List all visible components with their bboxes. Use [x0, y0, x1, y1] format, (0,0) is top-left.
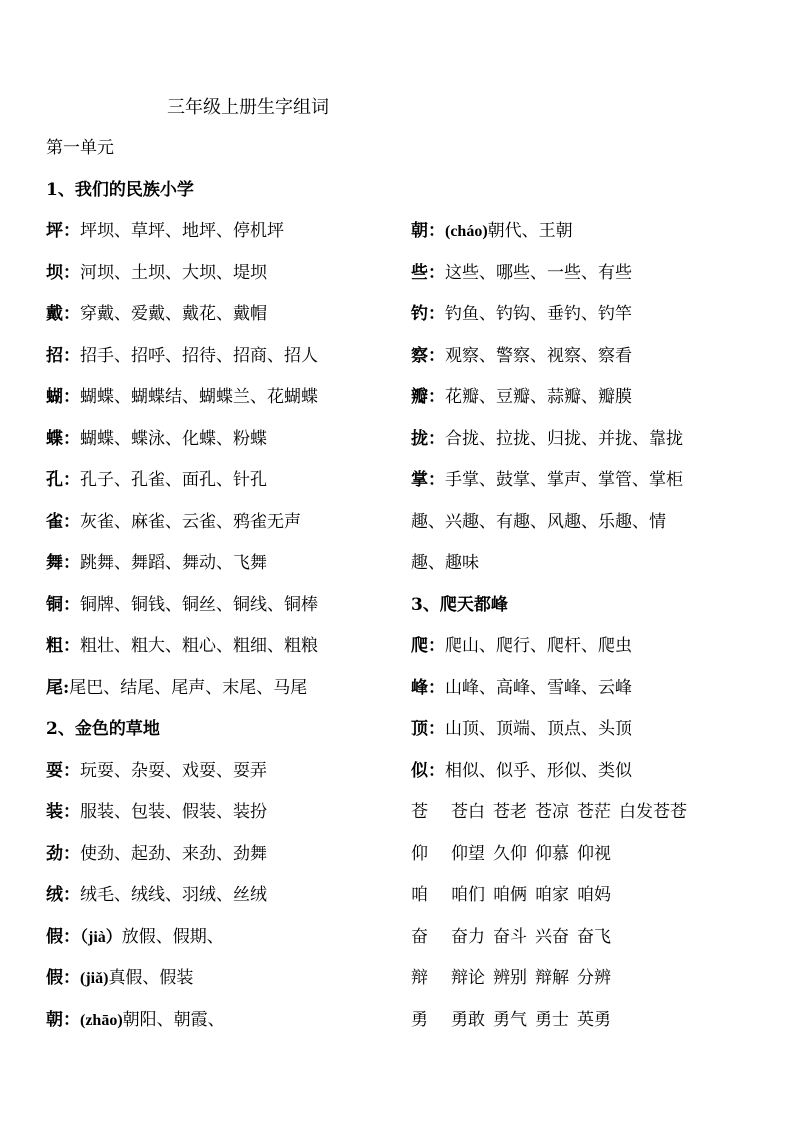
entry-character: 辩 — [411, 968, 428, 988]
entry-character: 铜 — [46, 594, 63, 615]
entry-word: 咱俩 — [493, 885, 527, 905]
entry-character: 些 — [411, 262, 428, 283]
vocab-entry — [411, 634, 781, 676]
entry-word: 苍茫 — [577, 802, 611, 822]
entry-separator: ： — [63, 345, 80, 366]
vocab-entry — [46, 883, 406, 925]
vocab-entry — [411, 759, 781, 801]
entry-word: 咱们 — [451, 885, 485, 905]
document-title: 三年级上册生字组词 — [167, 97, 329, 118]
entry-character: 粗 — [46, 636, 63, 656]
entry-separator: ： — [63, 262, 80, 283]
entry-words: 绒毛、绒线、羽绒、丝绒 — [80, 885, 267, 905]
entry-words: 蝴蝶、蝴蝶结、蝴蝶兰、花蝴蝶 — [80, 387, 318, 407]
entry-character: 劲 — [46, 843, 63, 864]
vocab-entry — [411, 427, 781, 469]
vocab-entry — [46, 966, 406, 1008]
entry-words: 山顶、顶端、顶点、头顶 — [445, 719, 632, 739]
entry-words: 放假、假期、 — [121, 926, 224, 947]
vocab-entry — [411, 344, 781, 386]
vocab-entry — [46, 219, 406, 261]
entry-character: 爬 — [411, 636, 428, 656]
vocab-entry — [411, 883, 781, 925]
entry-character: 耍 — [46, 760, 63, 781]
entry-words: 花瓣、豆瓣、蒜瓣、瓣膜 — [445, 387, 632, 407]
entry-words: 使劲、起劲、来劲、劲舞 — [80, 843, 267, 864]
vocab-entry — [46, 593, 406, 635]
entry-word: 奋飞 — [577, 926, 611, 947]
vocab-entry — [411, 800, 781, 842]
entry-separator: ： — [428, 221, 445, 241]
entry-separator: ： — [428, 387, 445, 407]
entry-word: 英勇 — [577, 1009, 611, 1030]
vocab-entry — [411, 1008, 781, 1050]
vocab-entry — [46, 551, 406, 593]
entry-character: 装 — [46, 802, 63, 822]
entry-word: 仰慕 — [535, 843, 569, 864]
entry-separator: ： — [428, 304, 445, 324]
lesson-heading: 3、爬天都峰 — [411, 594, 508, 615]
entry-separator: ： — [428, 636, 445, 656]
entry-word: 咱妈 — [577, 885, 611, 905]
entry-character: 拢 — [411, 428, 428, 449]
entry-separator: ： — [428, 262, 445, 283]
vocab-entry — [411, 261, 781, 303]
entry-words: 这些、哪些、一些、有些 — [445, 262, 632, 283]
entry-word: 奋斗 — [493, 926, 527, 947]
entry-words: 真假、假装 — [108, 968, 194, 988]
vocab-entry — [46, 1008, 406, 1050]
entry-word: 苍凉 — [535, 802, 569, 822]
vocab-entry — [411, 717, 781, 759]
vocab-entry — [46, 344, 406, 386]
entry-separator: ： — [428, 345, 445, 366]
entry-separator: ： — [63, 553, 80, 573]
entry-separator: ： — [428, 470, 445, 490]
entry-words: 河坝、土坝、大坝、堤坝 — [80, 262, 267, 283]
entry-words: 观察、警察、视察、察看 — [445, 345, 632, 366]
vocab-entry — [411, 966, 781, 1008]
vocab-entry — [46, 302, 406, 344]
entry-word: 分辨 — [577, 968, 611, 988]
lesson-heading: 1、我们的民族小学 — [46, 179, 194, 200]
entry-character: 尾 — [46, 677, 63, 698]
entry-word: 奋力 — [451, 926, 485, 947]
entry-word: 仰望 — [451, 843, 485, 864]
entry-separator: ： — [63, 802, 80, 822]
entry-word: 辩论 — [451, 968, 485, 988]
entry-separator: ： — [63, 968, 80, 988]
entry-word: 苍老 — [493, 802, 527, 822]
entry-word: 白发苍苍 — [619, 802, 687, 822]
entry-words: 坪坝、草坪、地坪、停机坪 — [80, 221, 284, 241]
entry-character: 咱 — [411, 885, 428, 905]
vocab-entry — [46, 676, 406, 718]
entry-separator: ： — [63, 387, 80, 407]
entry-words: 招手、招呼、招待、招商、招人 — [80, 345, 318, 366]
entry-pinyin: （jià） — [80, 928, 122, 946]
vocab-entry — [46, 385, 406, 427]
entry-character: 招 — [46, 345, 63, 366]
entry-word: 勇士 — [535, 1009, 569, 1030]
entry-words: 手掌、鼓掌、掌声、掌管、掌柜 — [445, 470, 683, 490]
vocab-entry — [46, 634, 406, 676]
entry-words: 尾巴、结尾、尾声、末尾、马尾 — [69, 677, 308, 698]
entry-character: 钓 — [411, 304, 428, 324]
entry-separator: ： — [63, 594, 80, 615]
entry-character: 仰 — [411, 843, 428, 864]
entry-separator: ： — [428, 428, 445, 449]
vocab-entry — [411, 676, 781, 718]
entry-character: 戴 — [46, 304, 63, 324]
entry-words: 粗壮、粗大、粗心、粗细、粗粮 — [80, 636, 318, 656]
entry-character: 蝴 — [46, 387, 63, 407]
entry-character: 舞 — [46, 553, 63, 573]
entry-words: 爬山、爬行、爬杆、爬虫 — [445, 636, 632, 656]
entry-separator: ： — [63, 221, 80, 241]
vocab-entry — [46, 468, 406, 510]
entry-word: 勇气 — [493, 1009, 527, 1030]
entry-word: 苍白 — [451, 802, 485, 822]
entry-character: 峰 — [411, 677, 428, 698]
vocab-entry — [411, 468, 781, 510]
entry-words: 服装、包装、假装、装扮 — [80, 802, 267, 822]
entry-separator: ： — [63, 511, 80, 532]
entry-separator: ： — [428, 677, 445, 698]
unit-heading: 第一单元 — [46, 138, 114, 158]
entry-separator: ： — [63, 428, 80, 449]
entry-words: 铜牌、铜钱、铜丝、铜线、铜棒 — [80, 594, 318, 615]
entry-word: 兴奋 — [535, 926, 569, 947]
entry-character: 瓣 — [411, 387, 428, 407]
entry-word: 久仰 — [493, 843, 527, 864]
entry-separator: ： — [63, 760, 80, 781]
entry-character: 坝 — [46, 262, 63, 283]
entry-separator: : — [63, 677, 70, 698]
entry-words: 山峰、高峰、雪峰、云峰 — [445, 677, 632, 698]
entry-words: 钓鱼、钓钩、垂钓、钓竿 — [445, 304, 632, 324]
entry-character: 奋 — [411, 926, 428, 947]
entry-character: 朝 — [46, 1009, 63, 1030]
entry-separator: ： — [63, 1009, 80, 1030]
entry-word: 仰视 — [577, 843, 611, 864]
entry-character: 勇 — [411, 1009, 428, 1030]
left-column — [46, 136, 406, 1049]
entry-character: 蝶 — [46, 428, 63, 449]
entry-separator: ： — [63, 636, 80, 656]
vocab-entry — [411, 385, 781, 427]
entry-character: 绒 — [46, 885, 63, 905]
entry-words: 穿戴、爱戴、戴花、戴帽 — [80, 304, 267, 324]
entry-pinyin: (jiǎ) — [80, 970, 109, 987]
entry-character: 假 — [46, 968, 63, 988]
entry-character: 苍 — [411, 802, 428, 822]
entry-separator: ： — [428, 760, 445, 781]
vocab-entry — [411, 842, 781, 884]
entry-character: 雀 — [46, 511, 63, 532]
entry-character: 掌 — [411, 470, 428, 490]
vocab-entry — [411, 925, 781, 967]
entry-words: 跳舞、舞蹈、舞动、飞舞 — [80, 553, 267, 573]
entry-words: 合拢、拉拢、归拢、并拢、靠拢 — [445, 428, 683, 449]
vocab-entry — [46, 800, 406, 842]
vocab-entry — [46, 925, 406, 967]
entry-word: 咱家 — [535, 885, 569, 905]
word-list-continuation: 趣、兴趣、有趣、风趣、乐趣、情 — [411, 511, 666, 532]
vocab-entry — [46, 261, 406, 303]
entry-character: 假 — [46, 926, 63, 947]
entry-separator: ： — [63, 926, 80, 947]
entry-pinyin: (cháo) — [445, 223, 488, 240]
lesson-heading: 2、金色的草地 — [46, 719, 160, 739]
entry-separator: ： — [63, 470, 80, 490]
vocab-entry — [411, 219, 781, 261]
entry-separator: ： — [63, 843, 80, 864]
vocab-entry — [46, 759, 406, 801]
entry-character: 顶 — [411, 719, 428, 739]
entry-character: 似 — [411, 760, 428, 781]
entry-words: 蝴蝶、蝶泳、化蝶、粉蝶 — [80, 428, 267, 449]
entry-separator: ： — [428, 719, 445, 739]
entry-words: 灰雀、麻雀、云雀、鸦雀无声 — [80, 511, 301, 532]
entry-words: 朝代、王朝 — [487, 221, 573, 241]
entry-word: 勇敢 — [451, 1009, 485, 1030]
word-list-continuation: 趣、趣味 — [411, 553, 479, 573]
entry-separator: ： — [63, 885, 80, 905]
right-column — [411, 219, 781, 1049]
entry-character: 朝 — [411, 221, 428, 241]
entry-words: 朝阳、朝霞、 — [122, 1009, 225, 1030]
entry-character: 孔 — [46, 470, 63, 490]
entry-character: 坪 — [46, 221, 63, 241]
entry-word: 辩解 — [535, 968, 569, 988]
vocab-entry — [411, 302, 781, 344]
entry-character: 察 — [411, 345, 428, 366]
vocab-entry — [46, 842, 406, 884]
entry-separator: ： — [63, 304, 80, 324]
vocab-entry — [46, 510, 406, 552]
vocab-entry — [46, 427, 406, 469]
entry-words: 相似、似乎、形似、类似 — [445, 760, 632, 781]
entry-word: 辨别 — [493, 968, 527, 988]
entry-words: 玩耍、杂耍、戏耍、耍弄 — [80, 760, 267, 781]
entry-pinyin: (zhāo) — [80, 1011, 123, 1029]
entry-words: 孔子、孔雀、面孔、针孔 — [80, 470, 267, 490]
